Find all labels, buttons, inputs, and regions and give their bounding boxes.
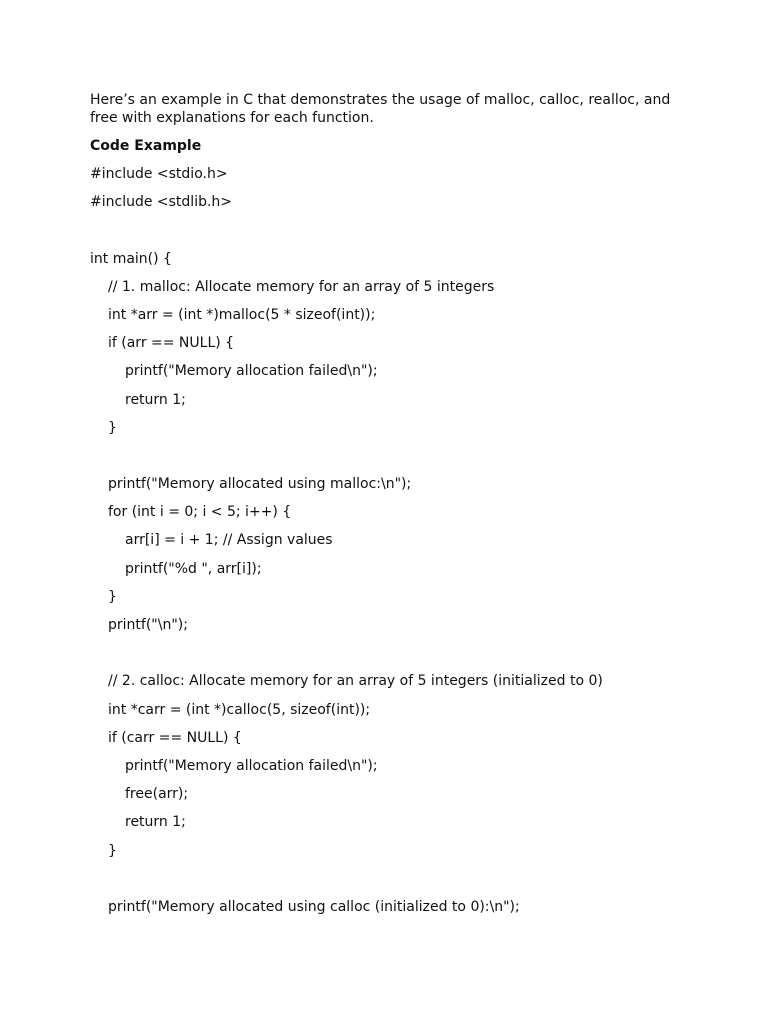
code-line: if (arr == NULL) { [108,335,235,352]
code-line: arr[i] = i + 1; // Assign values [125,532,333,549]
code-block [90,165,690,916]
code-line: // 1. malloc: Allocate memory for an array of 5 integers [108,278,495,295]
code-blank-line [90,644,690,662]
code-line: printf("Memory allocation failed\n"); [125,757,378,774]
code-line: } [108,842,117,859]
code-line: return 1; [125,814,186,831]
code-line: if (carr == NULL) { [108,729,242,746]
code-line: printf("Memory allocated using malloc:\n"); [108,476,412,493]
code-line: printf("Memory allocated using calloc (initialized to 0):\n"); [108,898,520,915]
code-line: printf("%d ", arr[i]); [125,560,262,577]
code-line: // 2. calloc: Allocate memory for an array of 5 integers (initialized to 0) [108,673,603,690]
code-line: int main() { [90,250,172,267]
code-line: printf("Memory allocation failed\n"); [125,363,378,380]
code-line: int *carr = (int *)calloc(5, sizeof(int)); [108,701,371,718]
section-heading: Code Example [90,138,202,154]
code-line: #include <stdio.h> [90,166,228,182]
code-line: } [108,588,117,605]
document-page [90,91,690,926]
code-blank-line [90,221,690,239]
code-line: } [108,419,117,436]
intro-paragraph: Here’s an example in C that demonstrates the usage of malloc, calloc, realloc, and free with explanations for each function. [90,92,671,126]
code-blank-line [90,447,690,465]
code-line: return 1; [125,391,186,408]
code-line: for (int i = 0; i < 5; i++) { [108,504,292,521]
code-line: int *arr = (int *)malloc(5 * sizeof(int)); [108,306,376,323]
code-line: free(arr); [125,786,189,803]
code-line: printf("\n"); [108,617,188,633]
code-line: #include <stdlib.h> [90,194,233,211]
code-blank-line [90,870,690,888]
